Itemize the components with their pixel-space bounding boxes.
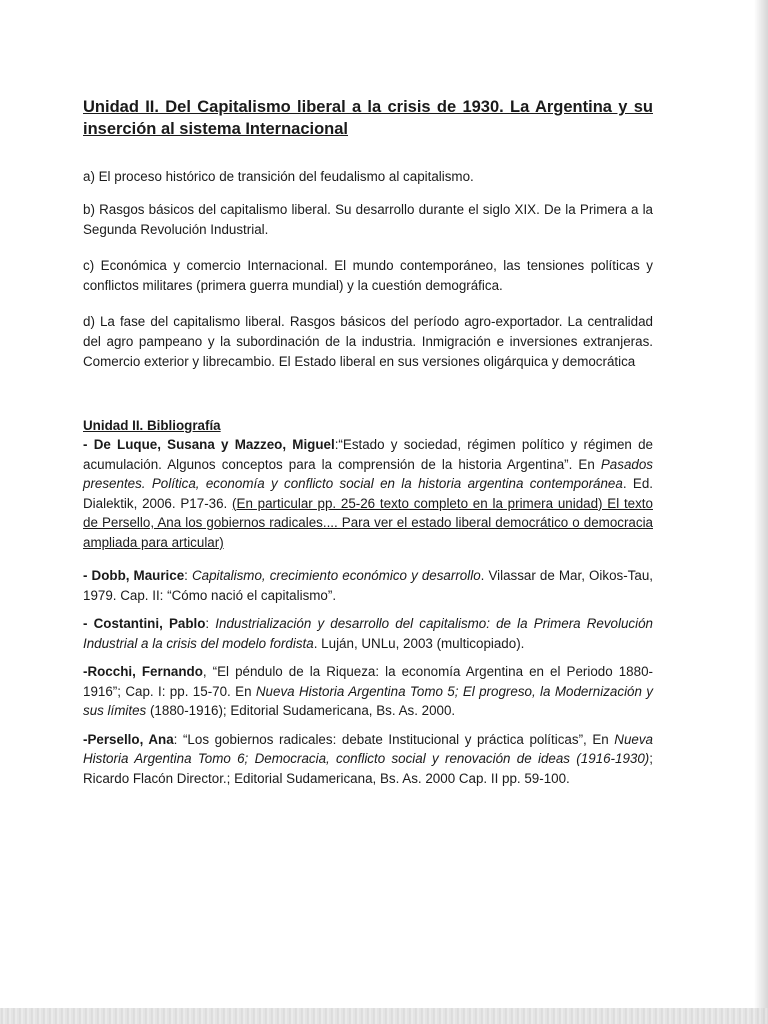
topic-d: d) La fase del capitalismo liberal. Rasgos básicos del período agro-exportador. La centralidad del agro pampeano y la subordinación de la industria. Inmigración e inversiones extranjeras. Comercio exterior y librecambio. El Estado liberal en sus versiones oligárquica y democrática [83, 314, 653, 369]
reference-book-title: Capitalismo, crecimiento económico y desarrollo [191, 568, 481, 583]
reference-costantini: - Costantini, Pablo: Industrialización y desarrollo del capitalismo: de la Primera Revolución Industrial a la crisis del modelo fordista. Luján, UNLu, 2003 (multicopiado). [83, 616, 653, 651]
reference-authors: - Costantini, Pablo [83, 616, 206, 631]
bibliography-heading: Unidad II. Bibliografía [83, 418, 221, 433]
reference-authors: -Persello, Ana [83, 731, 174, 747]
reference-note: (En particular pp. 25-26 texto completo en la primera unidad) El texto de Persello, Ana los gobiernos radicales.... Para ver el estado liberal democrático o democracia ampliada para articular) [83, 495, 653, 550]
scan-right-edge [754, 0, 768, 1024]
topic-a: a) El proceso histórico de transición del feudalismo al capitalismo. [83, 169, 474, 184]
reference-book-title: Pasados presentes. Política, economía y conflicto social en la historia argentina contemporánea [83, 456, 653, 491]
reference-rocchi: -Rocchi, Fernando, “El péndulo de la Riqueza: la economía Argentina en el Periodo 1880-1916”; Cap. I: pp. 15-70. En Nueva Historia Argentina Tomo 5; El progreso, la Modernización y sus límites (1880-1916); Editorial Sudamericana, Bs. As. 2000. [83, 664, 653, 718]
reference-authors: -Rocchi, Fernando [83, 664, 203, 679]
reference-book-title: Industrialización y desarrollo del capitalismo: de la Primera Revolución Industrial a la crisis del modelo fordista [83, 616, 653, 651]
reference-dobb: - Dobb, Maurice: Capitalismo, crecimiento económico y desarrollo. Vilassar de Mar, Oikos-Tau, 1979. Cap. II: “Cómo nació el capitalismo”. [83, 568, 653, 603]
reference-book-title: Nueva Historia Argentina Tomo 6; Democracia, conflicto social y renovación de ideas (1916-1930) [83, 731, 653, 766]
scan-bottom-edge [0, 1008, 768, 1024]
reference-authors: - De Luque, Susana y Mazzeo, Miguel [83, 437, 335, 452]
reference-de-luque: - De Luque, Susana y Mazzeo, Miguel:“Estado y sociedad, régimen político y régimen de acumulación. Algunos conceptos para la comprensión de la historia Argentina”. En Pasados presentes. Política, economía y conflicto social en la historia argentina contemporánea. Ed. Dialektik, 2006. P17-36. (En particular pp. 25-26 texto completo en la primera unidad) El texto de Persello, Ana los gobiernos radicales.... Para ver el estado liberal democrático o democracia ampliada para articular) [83, 437, 654, 550]
reference-authors: - Dobb, Maurice [83, 568, 185, 583]
unit-title: Unidad II. Del Capitalismo liberal a la crisis de 1930. La Argentina y su inserción al sistema Internacional [83, 98, 653, 138]
topic-c: c) Económica y comercio Internacional. El mundo contemporáneo, las tensiones políticas y conflictos militares (primera guerra mundial) y la cuestión demográfica. [83, 258, 653, 293]
reference-persello: -Persello, Ana: “Los gobiernos radicales: debate Institucional y práctica políticas”, En Nueva Historia Argentina Tomo 6; Democracia, conflicto social y renovación de ideas (1916-1930); Ricardo Flacón Director.; Editorial Sudamericana, Bs. As. 2000 Cap. II pp. 59-100. [83, 731, 653, 786]
reference-book-title: Nueva Historia Argentina Tomo 5; El progreso, la Modernización y sus límites [83, 683, 653, 718]
topic-b: b) Rasgos básicos del capitalismo liberal. Su desarrollo durante el siglo XIX. De la Primera a la Segunda Revolución Industrial. [83, 202, 653, 237]
document-page [83, 96, 653, 797]
